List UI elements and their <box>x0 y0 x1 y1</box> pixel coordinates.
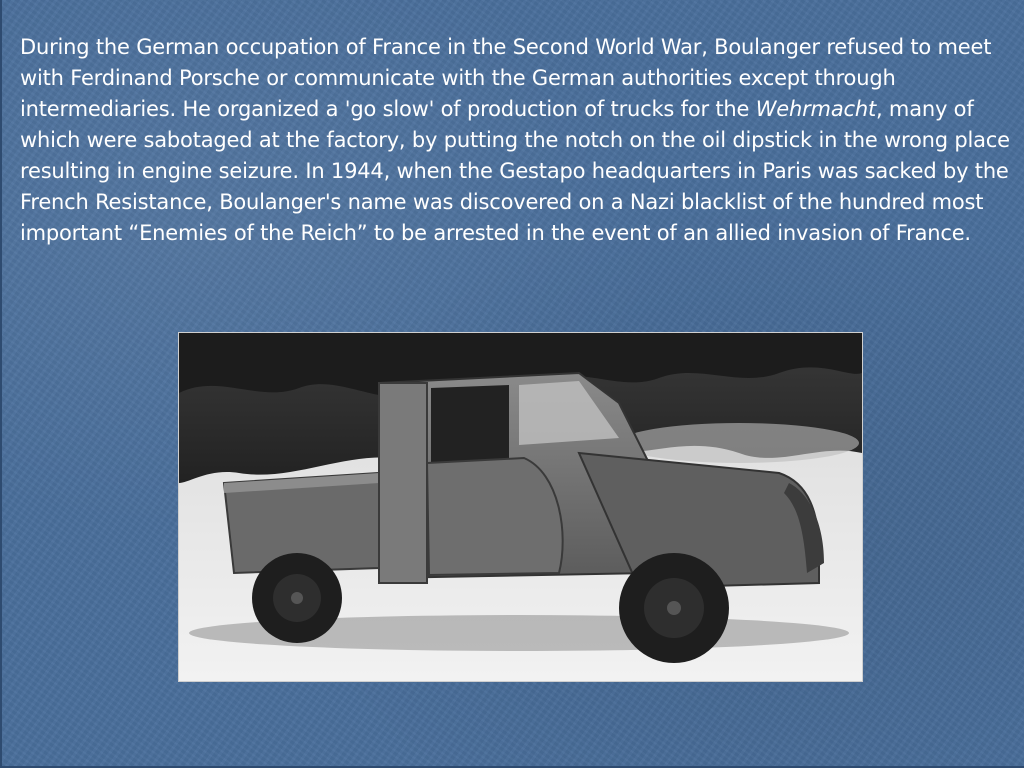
front-wheel <box>619 553 729 663</box>
body-text-italic-term: Wehrmacht <box>755 97 876 121</box>
distant-road <box>619 423 859 463</box>
truck-photo <box>178 332 863 682</box>
body-text-part-2: , many of which were sabotaged at the factory, by putting the notch on the oil dipstick in the wrong place resulting in engine seizure. In 1944, when the Gestapo headquarters in Paris was sacked by the French Resistance, Boulanger's name was discovered on a Nazi blacklist of the hundred most important “Enemies of the Reich” to be arrested in the event of an allied invasion of France. <box>20 97 1010 245</box>
body-text-part-1: During the German occupation of France in the Second World War, Boulanger refused to meet with Ferdinand Porsche or communicate with the German authorities except through intermediaries. He organized a 'go slow' of production of trucks for the <box>20 35 992 121</box>
cab-pillar <box>379 383 427 583</box>
rear-wheel <box>252 553 342 643</box>
truck-photo-illustration <box>179 333 862 681</box>
cab-door <box>427 458 563 575</box>
cab-door-window <box>431 385 509 465</box>
slide-body-text <box>20 32 1010 249</box>
